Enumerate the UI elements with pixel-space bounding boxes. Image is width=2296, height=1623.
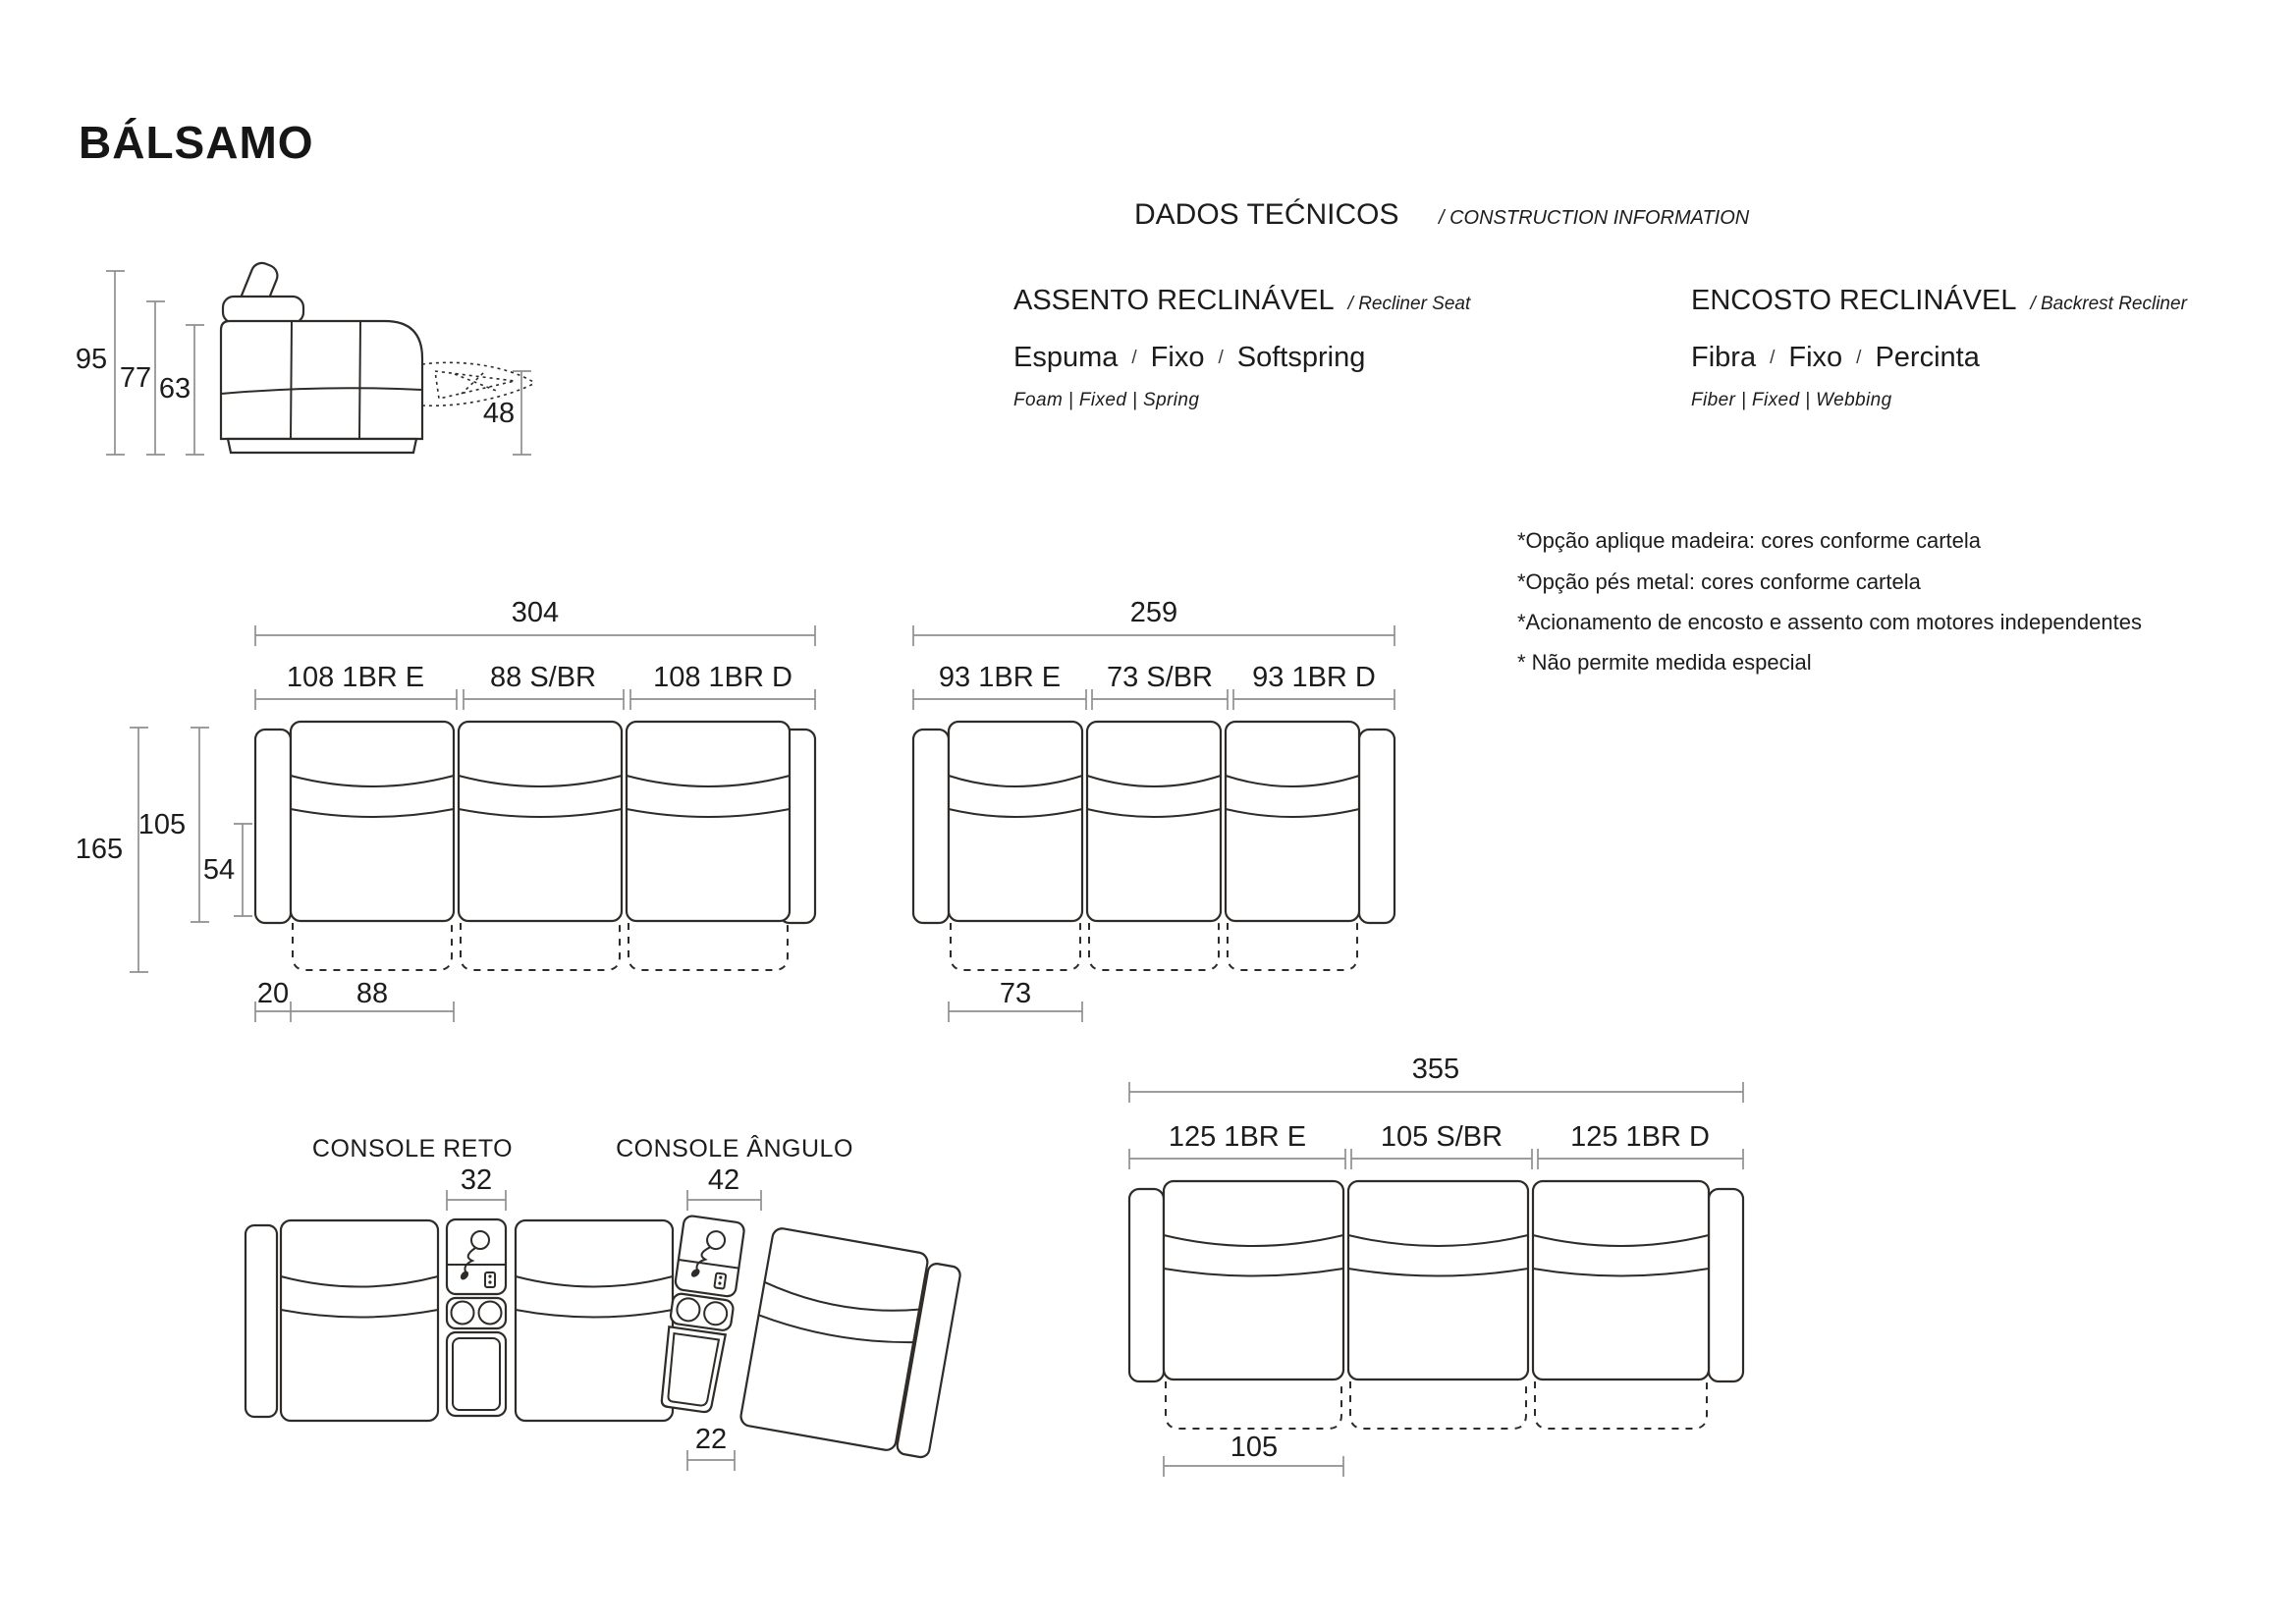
seat-module bbox=[291, 722, 454, 970]
seat-module bbox=[281, 1220, 438, 1421]
backrest-spec-heading bbox=[1691, 287, 2187, 315]
sofa3-section-label: 125 1BR D bbox=[1570, 1121, 1710, 1153]
storage-compartment bbox=[447, 1332, 506, 1416]
dim-48: 48 bbox=[482, 398, 516, 429]
side-back-cushion bbox=[223, 297, 303, 323]
dim-line-259 bbox=[913, 625, 1394, 646]
technical-heading-row bbox=[1134, 200, 1749, 230]
armrest-left bbox=[246, 1225, 277, 1417]
dim-line-54 bbox=[234, 824, 252, 916]
console-angulo-label: CONSOLE ÂNGULO bbox=[616, 1135, 853, 1163]
separator: / bbox=[1770, 348, 1776, 368]
sofa1-section-label: 108 1BR D bbox=[653, 662, 793, 693]
backrest-materials: Fibra / Fixo / Percinta bbox=[1691, 342, 1980, 373]
seat-spec-heading bbox=[1013, 287, 1470, 315]
seat-module bbox=[1087, 722, 1221, 970]
note-line: *Acionamento de encosto e assento com motores independentes bbox=[1517, 610, 2142, 634]
backrest-spec-title: ENCOSTO RECLINÁVEL bbox=[1691, 285, 2017, 316]
separator: / bbox=[1218, 348, 1224, 368]
note-line: *Opção pés metal: cores conforme cartela bbox=[1517, 569, 1921, 594]
seat-module bbox=[949, 722, 1082, 970]
sofa1-total: 304 bbox=[511, 597, 560, 628]
dim-line-355 bbox=[1129, 1082, 1743, 1103]
cupholder-icon bbox=[670, 1293, 735, 1331]
seat-module bbox=[1164, 1181, 1343, 1429]
sofa1-depth-total: 165 bbox=[75, 834, 124, 865]
console-angulo-width: 42 bbox=[707, 1164, 740, 1196]
console-angulo-bottom-width: 22 bbox=[694, 1424, 728, 1455]
cupholder-icon bbox=[447, 1298, 506, 1328]
seat-module bbox=[627, 722, 790, 970]
dim-line-105 bbox=[191, 728, 209, 922]
sofa3-section-label: 105 S/BR bbox=[1380, 1121, 1503, 1153]
sofa1-section-label: 88 S/BR bbox=[490, 662, 596, 693]
sofa3-section-label: 125 1BR E bbox=[1168, 1121, 1307, 1153]
seat-materials-en: Foam | Fixed | Spring bbox=[1013, 390, 1200, 410]
note-line: * Não permite medida especial bbox=[1517, 650, 1812, 675]
sofa2-footrest-width: 73 bbox=[999, 978, 1032, 1009]
armrest-left bbox=[913, 730, 949, 923]
sofa2-section-label: 73 S/BR bbox=[1107, 662, 1213, 693]
armrest-right bbox=[1709, 1189, 1743, 1381]
side-sofa-body bbox=[221, 321, 422, 439]
armrest-right bbox=[1359, 730, 1394, 923]
seat-materials: Espuma / Fixo / Softspring bbox=[1013, 342, 1366, 373]
sofa1-section-label: 108 1BR E bbox=[286, 662, 425, 693]
seat-module bbox=[1226, 722, 1359, 970]
dim-line-165 bbox=[130, 728, 148, 972]
armrest-left bbox=[255, 730, 291, 923]
sofa2-total: 259 bbox=[1129, 597, 1178, 628]
dim-line-48 bbox=[513, 371, 531, 455]
separator: / bbox=[1131, 348, 1137, 368]
sofa1-arm-width: 20 bbox=[256, 978, 290, 1009]
technical-heading-en: / CONSTRUCTION INFORMATION bbox=[1438, 207, 1750, 229]
dim-63: 63 bbox=[158, 373, 191, 405]
seat-module bbox=[1348, 1181, 1528, 1429]
console-reto-label: CONSOLE RETO bbox=[311, 1135, 514, 1163]
sofa2-section-label: 93 1BR E bbox=[938, 662, 1062, 693]
storage-compartment bbox=[658, 1326, 726, 1413]
sofa3-footrest-width: 105 bbox=[1230, 1432, 1279, 1463]
side-sofa-base bbox=[228, 439, 416, 453]
backrest-spec-title-en: / Backrest Recliner bbox=[2030, 294, 2187, 314]
sofa1-seat-depth: 54 bbox=[202, 854, 236, 886]
dim-line-304 bbox=[255, 625, 815, 646]
page-title: BÁLSAMO bbox=[79, 117, 314, 168]
note-line: *Opção aplique madeira: cores conforme cartela bbox=[1517, 528, 1982, 553]
console-reto-width: 32 bbox=[460, 1164, 493, 1196]
seat-module bbox=[516, 1220, 673, 1421]
side-view-diagram bbox=[106, 260, 535, 455]
separator: / bbox=[1856, 348, 1862, 368]
console-diagram bbox=[246, 1190, 962, 1471]
angled-seat-module bbox=[739, 1227, 963, 1459]
sofa2-section-label: 93 1BR D bbox=[1252, 662, 1376, 693]
dim-95: 95 bbox=[75, 344, 108, 375]
seat-spec-title: ASSENTO RECLINÁVEL bbox=[1013, 285, 1335, 316]
side-footrest-extended bbox=[422, 362, 535, 406]
seat-module bbox=[459, 722, 622, 970]
seat-module bbox=[1533, 1181, 1709, 1429]
console-reto bbox=[447, 1219, 506, 1416]
sofa1-depth-body: 105 bbox=[137, 809, 187, 840]
technical-heading: DADOS TEĆNICOS bbox=[1134, 198, 1399, 231]
sofa3-total: 355 bbox=[1411, 1054, 1460, 1085]
dim-77: 77 bbox=[119, 362, 152, 394]
backrest-materials-en: Fiber | Fixed | Webbing bbox=[1691, 390, 1892, 410]
sofa1-footrest-width: 88 bbox=[355, 978, 389, 1009]
seat-spec-title-en: / Recliner Seat bbox=[1347, 294, 1471, 314]
armrest-left bbox=[1129, 1189, 1164, 1381]
